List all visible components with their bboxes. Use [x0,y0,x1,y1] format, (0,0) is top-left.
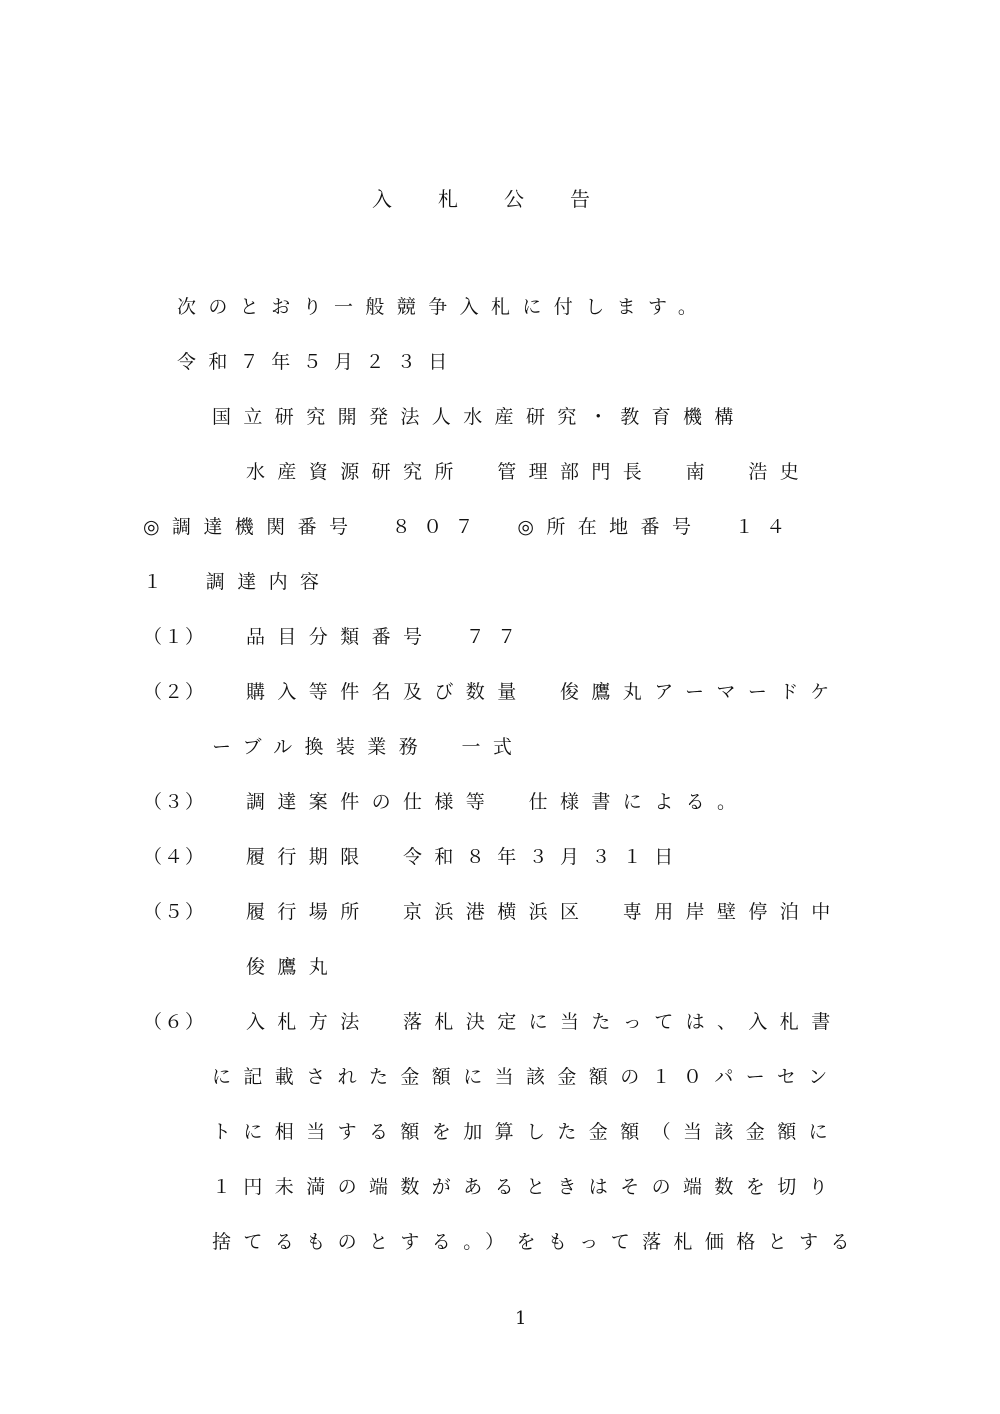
date-text: 令和７年５月２３日 [177,351,460,373]
item-2-number: （２） [143,681,207,703]
item-1-number: （１） [143,626,207,648]
item-6-text-line4: １円未満の端数があるときはその端数を切り [212,1176,841,1198]
section-1-heading: １ 調達内容 [143,571,332,593]
office-and-person: 水産資源研究所 管理部門長 南 浩史 [246,461,812,483]
item-5-text-line1: 履行場所 京浜港横浜区 専用岸壁停泊中 [246,901,843,923]
organization-name: 国立研究開発法人水産研究・教育機構 [212,406,746,428]
page-title: 入札公告 [372,187,636,211]
item-6-text-line1: 入札方法 落札決定に当たっては、入札書 [246,1011,843,1033]
item-6-text-line2: に記載された金額に当該金額の１０パーセン [212,1066,840,1088]
item-3-text: 調達案件の仕様等 仕様書による。 [246,791,749,813]
intro-text: 次のとおり一般競争入札に付します。 [177,296,710,318]
item-5-text-line2: 俊鷹丸 [246,956,341,978]
item-2-text-line2: ーブル換装業務 一式 [212,736,525,758]
item-3-number: （３） [143,791,207,813]
item-6-text-line3: トに相当する額を加算した金額（当該金額に [212,1121,841,1143]
item-5-number: （５） [143,901,207,923]
item-6-number: （６） [143,1011,207,1033]
item-4-text: 履行期限 令和８年３月３１日 [246,846,686,868]
page-number: 1 [515,1308,527,1329]
item-1-text: 品目分類番号 ７７ [246,626,529,648]
item-6-text-line5: 捨てるものとする。）をもって落札価格とする [212,1231,862,1253]
procurement-codes: ◎調達機関番号 ８０７ ◎所在地番号 １４ [143,516,798,538]
item-4-number: （４） [143,846,207,868]
item-2-text-line1: 購入等件名及び数量 俊鷹丸アーマードケ [246,681,842,703]
